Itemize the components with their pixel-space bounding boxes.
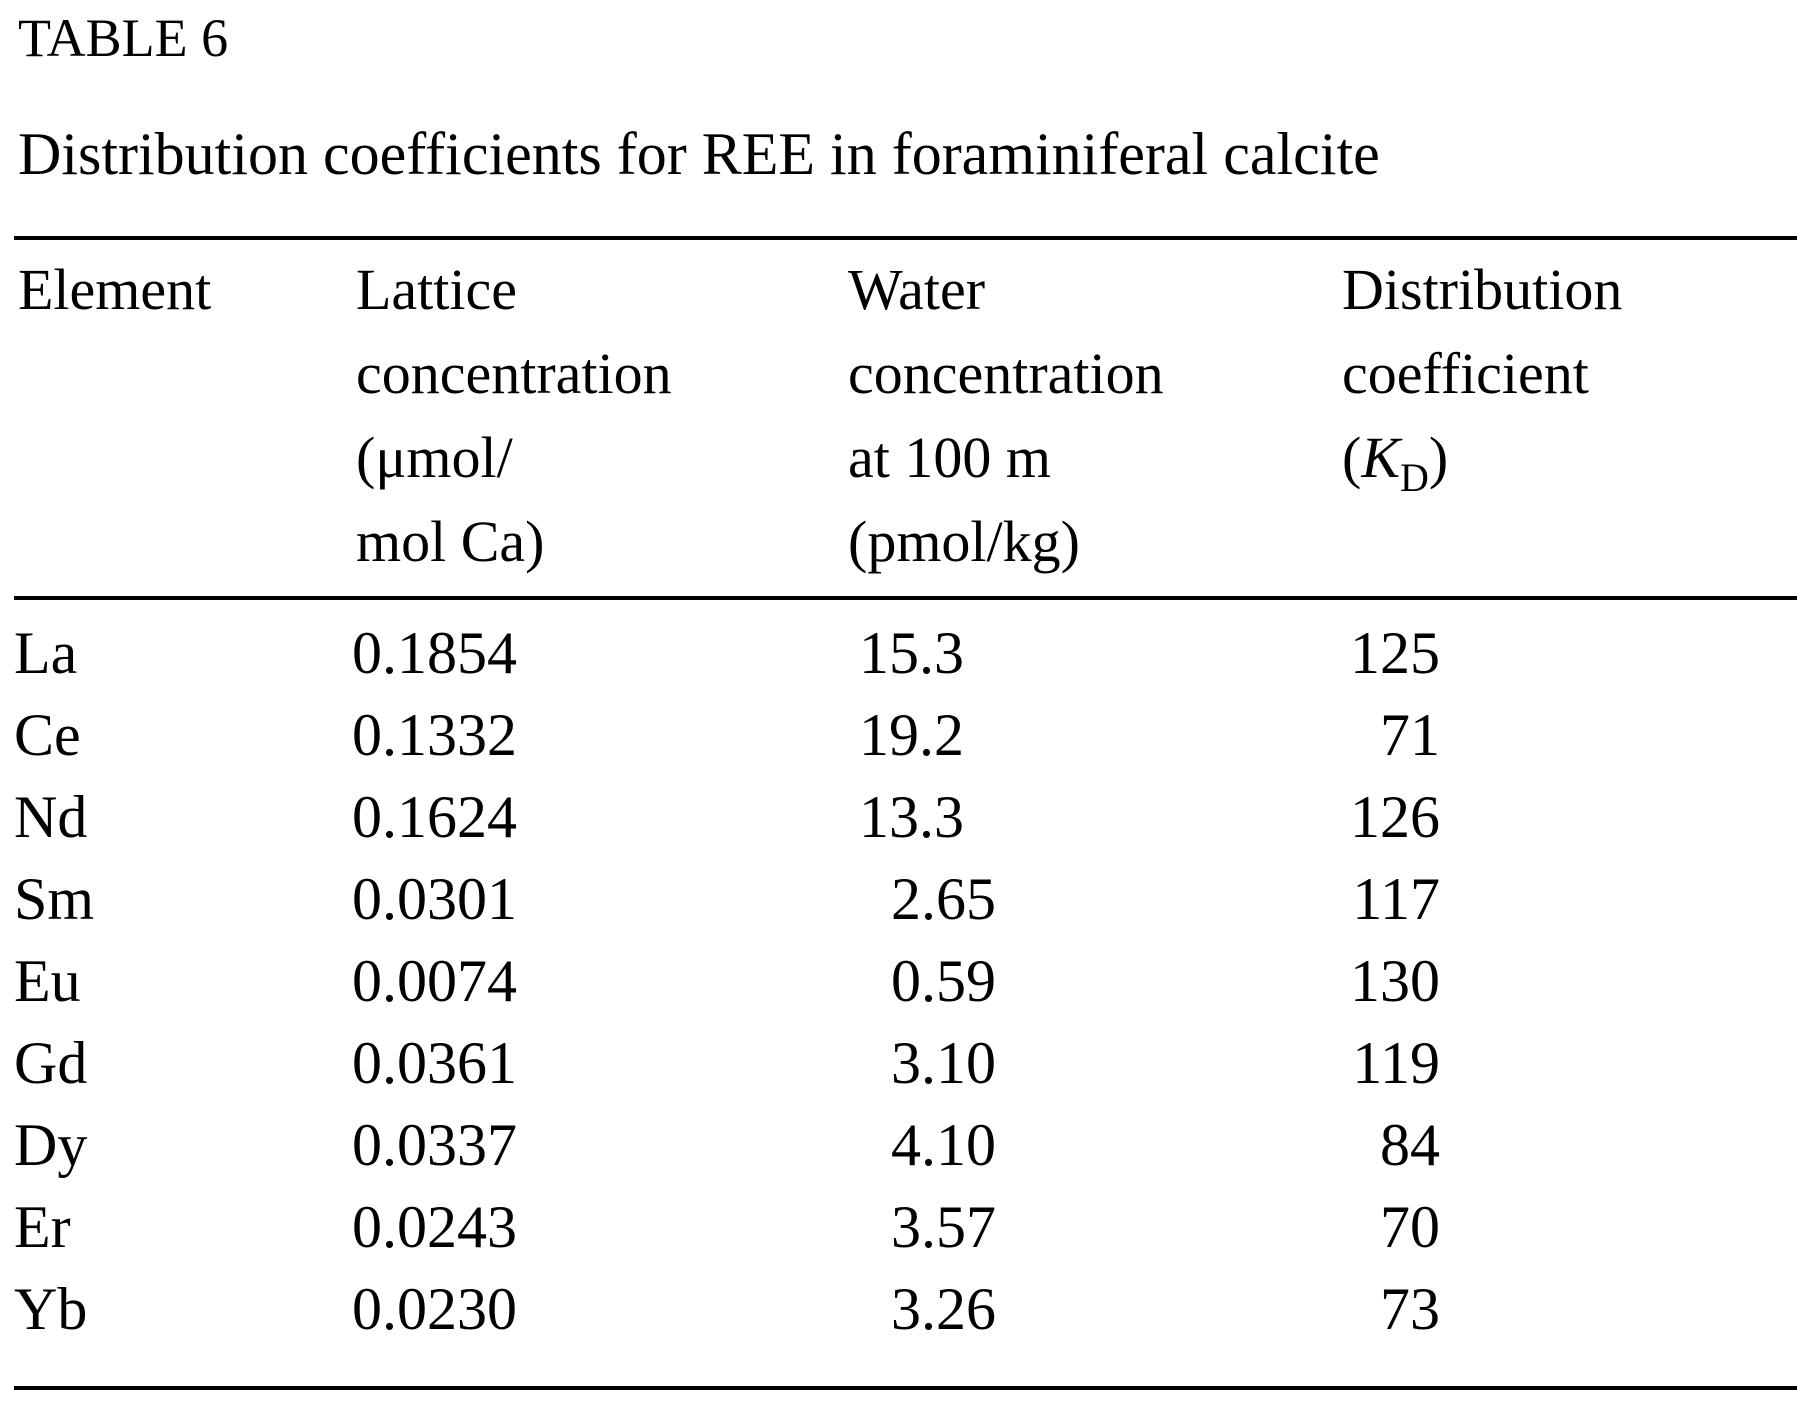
cell-lattice: 0.0301 bbox=[352, 866, 517, 932]
header-distribution-symbol bbox=[1342, 416, 1622, 520]
cell-element: Ce bbox=[14, 702, 81, 768]
cell-kd: 70 bbox=[1380, 1194, 1440, 1260]
cell-water: 13.3 bbox=[859, 784, 964, 850]
table-body bbox=[0, 612, 1797, 1350]
header-element-line: Element bbox=[18, 257, 212, 322]
header-lattice-line: (μmol/ bbox=[356, 425, 513, 490]
cell-water: 3.57 bbox=[891, 1194, 996, 1260]
table-caption: Distribution coefficients for REE in foraminiferal calcite bbox=[18, 121, 1380, 187]
table-row bbox=[0, 612, 1797, 694]
cell-water: 15.3 bbox=[859, 620, 964, 686]
header-rule bbox=[14, 596, 1797, 600]
cell-element: Eu bbox=[14, 948, 81, 1014]
cell-kd: 71 bbox=[1380, 702, 1440, 768]
cell-lattice: 0.0074 bbox=[352, 948, 517, 1014]
header-water-line: at 100 m bbox=[848, 425, 1051, 490]
cell-kd: 130 bbox=[1350, 948, 1440, 1014]
cell-element: Nd bbox=[14, 784, 88, 850]
table-row bbox=[0, 1186, 1797, 1268]
header-lattice-concentration bbox=[356, 248, 672, 584]
cell-water: 19.2 bbox=[859, 702, 964, 768]
cell-lattice: 0.1624 bbox=[352, 784, 517, 850]
header-lattice-line: Lattice bbox=[356, 257, 518, 322]
cell-kd: 125 bbox=[1350, 620, 1440, 686]
table-row bbox=[0, 1104, 1797, 1186]
table-row bbox=[0, 1268, 1797, 1350]
cell-water: 0.59 bbox=[891, 948, 996, 1014]
header-lattice-line: concentration bbox=[356, 341, 672, 406]
kd-subscript: D bbox=[1400, 455, 1429, 500]
cell-kd: 119 bbox=[1352, 1030, 1440, 1096]
cell-element: Yb bbox=[14, 1276, 88, 1342]
cell-lattice: 0.1332 bbox=[352, 702, 517, 768]
cell-element: Sm bbox=[14, 866, 95, 932]
bottom-rule bbox=[14, 1386, 1797, 1390]
paren-close: ) bbox=[1428, 425, 1449, 490]
header-distribution-coefficient bbox=[1342, 248, 1622, 520]
header-distribution-line: Distribution bbox=[1342, 257, 1623, 322]
cell-lattice: 0.0361 bbox=[352, 1030, 517, 1096]
table-row bbox=[0, 940, 1797, 1022]
cell-kd: 126 bbox=[1350, 784, 1440, 850]
cell-element: Er bbox=[14, 1194, 71, 1260]
cell-kd: 84 bbox=[1380, 1112, 1440, 1178]
header-distribution-line: coefficient bbox=[1342, 341, 1589, 406]
paren-open: ( bbox=[1342, 425, 1362, 490]
cell-lattice: 0.0230 bbox=[352, 1276, 517, 1342]
header-lattice-line: mol Ca) bbox=[356, 509, 545, 574]
table-label: TABLE 6 bbox=[18, 8, 229, 68]
kd-symbol: K bbox=[1361, 425, 1401, 490]
cell-element: Dy bbox=[14, 1112, 88, 1178]
header-water-concentration bbox=[848, 248, 1164, 584]
cell-lattice: 0.1854 bbox=[352, 620, 517, 686]
cell-element: La bbox=[14, 620, 78, 686]
cell-kd: 117 bbox=[1352, 866, 1440, 932]
cell-element: Gd bbox=[14, 1030, 88, 1096]
cell-lattice: 0.0337 bbox=[352, 1112, 517, 1178]
header-water-line: concentration bbox=[848, 341, 1164, 406]
cell-water: 3.10 bbox=[891, 1030, 996, 1096]
top-rule bbox=[14, 236, 1797, 240]
header-element bbox=[18, 248, 211, 332]
cell-kd: 73 bbox=[1380, 1276, 1440, 1342]
table-row bbox=[0, 858, 1797, 940]
table-row bbox=[0, 1022, 1797, 1104]
table-row bbox=[0, 776, 1797, 858]
header-water-line: (pmol/kg) bbox=[848, 509, 1080, 574]
cell-water: 4.10 bbox=[891, 1112, 996, 1178]
header-water-line: Water bbox=[848, 257, 986, 322]
table-row bbox=[0, 694, 1797, 776]
cell-water: 3.26 bbox=[891, 1276, 996, 1342]
cell-lattice: 0.0243 bbox=[352, 1194, 517, 1260]
cell-water: 2.65 bbox=[891, 866, 996, 932]
